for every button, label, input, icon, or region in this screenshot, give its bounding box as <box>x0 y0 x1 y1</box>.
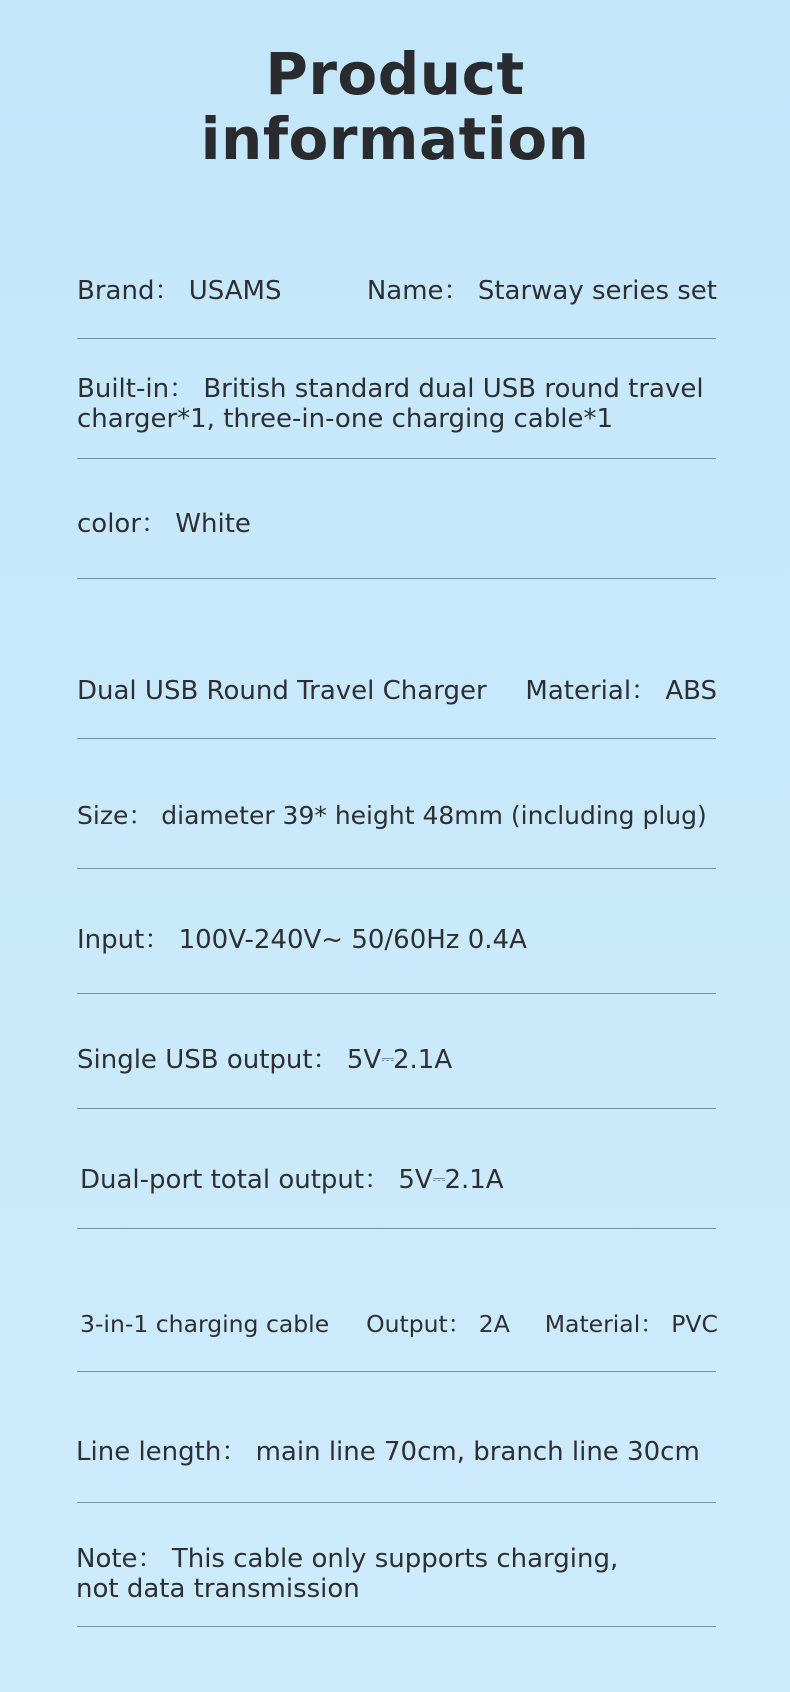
line-length-label: Line length： <box>76 1437 248 1467</box>
size-row <box>77 801 717 831</box>
dual-output-label: Dual-port total output： <box>80 1165 391 1195</box>
input-row <box>77 925 717 955</box>
line-length-row <box>76 1437 716 1467</box>
divider <box>77 1371 716 1372</box>
brand-value: USAMS <box>188 276 282 306</box>
size-label: Size： <box>77 801 154 830</box>
charger-material-value: ABS <box>665 676 717 706</box>
divider <box>77 868 716 869</box>
charger-title: Dual USB Round Travel Charger <box>77 676 487 706</box>
cable-output-label: Output： <box>366 1310 472 1338</box>
name-field <box>367 276 717 306</box>
color-value: White <box>175 509 251 539</box>
title-line-1: Product <box>265 40 525 108</box>
color-row <box>77 509 717 539</box>
dual-output-amp: 2.1A <box>444 1165 504 1195</box>
dc-symbol-icon: ⎓ <box>381 1049 393 1068</box>
name-value: Starway series set <box>477 276 717 306</box>
line-length-value: main line 70cm, branch line 30cm <box>255 1437 700 1467</box>
cable-title: 3-in-1 charging cable <box>80 1310 330 1338</box>
built-in-text: British standard dual USB round travel <box>203 374 704 404</box>
divider <box>77 338 716 339</box>
charger-material-label: Material： <box>525 676 658 706</box>
divider <box>77 1502 716 1503</box>
single-output-label: Single USB output： <box>77 1045 339 1075</box>
note-row <box>76 1544 716 1604</box>
divider <box>77 1626 716 1627</box>
cable-output-value: 2A <box>478 1310 510 1338</box>
charger-material <box>525 676 717 706</box>
dual-output-volt: 5V <box>398 1165 433 1195</box>
built-in-row <box>77 374 717 434</box>
cable-material-value: PVC <box>671 1310 718 1338</box>
brand-label: Brand： <box>77 276 181 306</box>
brand-name-row <box>77 276 717 306</box>
note-text-2: not data transmission <box>76 1574 360 1604</box>
divider <box>77 1108 716 1109</box>
divider <box>77 458 716 459</box>
dual-output-row <box>80 1164 720 1195</box>
cable-row <box>80 1309 720 1339</box>
divider <box>77 578 716 579</box>
input-value: 100V-240V~ 50/60Hz 0.4A <box>178 925 527 955</box>
single-output-row <box>77 1044 717 1075</box>
input-label: Input： <box>77 925 171 955</box>
page-title <box>0 42 790 172</box>
divider <box>77 738 716 739</box>
divider <box>77 1228 716 1229</box>
divider <box>77 993 716 994</box>
built-in-text-2: charger*1, three-in-one charging cable*1 <box>77 404 613 434</box>
dc-symbol-icon: ⎓ <box>432 1169 445 1188</box>
charger-row <box>77 676 717 706</box>
single-output-volt: 5V <box>346 1045 382 1075</box>
cable-material-label: Material： <box>544 1310 664 1338</box>
title-line-2: information <box>200 105 590 173</box>
name-label: Name： <box>366 276 470 306</box>
size-value: diameter 39* height 48mm (including plug) <box>161 801 707 830</box>
single-output-amp: 2.1A <box>392 1045 453 1075</box>
note-text: This cable only supports charging, <box>171 1544 619 1574</box>
built-in-label: Built-in： <box>77 374 196 404</box>
color-label: color： <box>77 509 168 539</box>
note-label: Note： <box>76 1544 164 1574</box>
